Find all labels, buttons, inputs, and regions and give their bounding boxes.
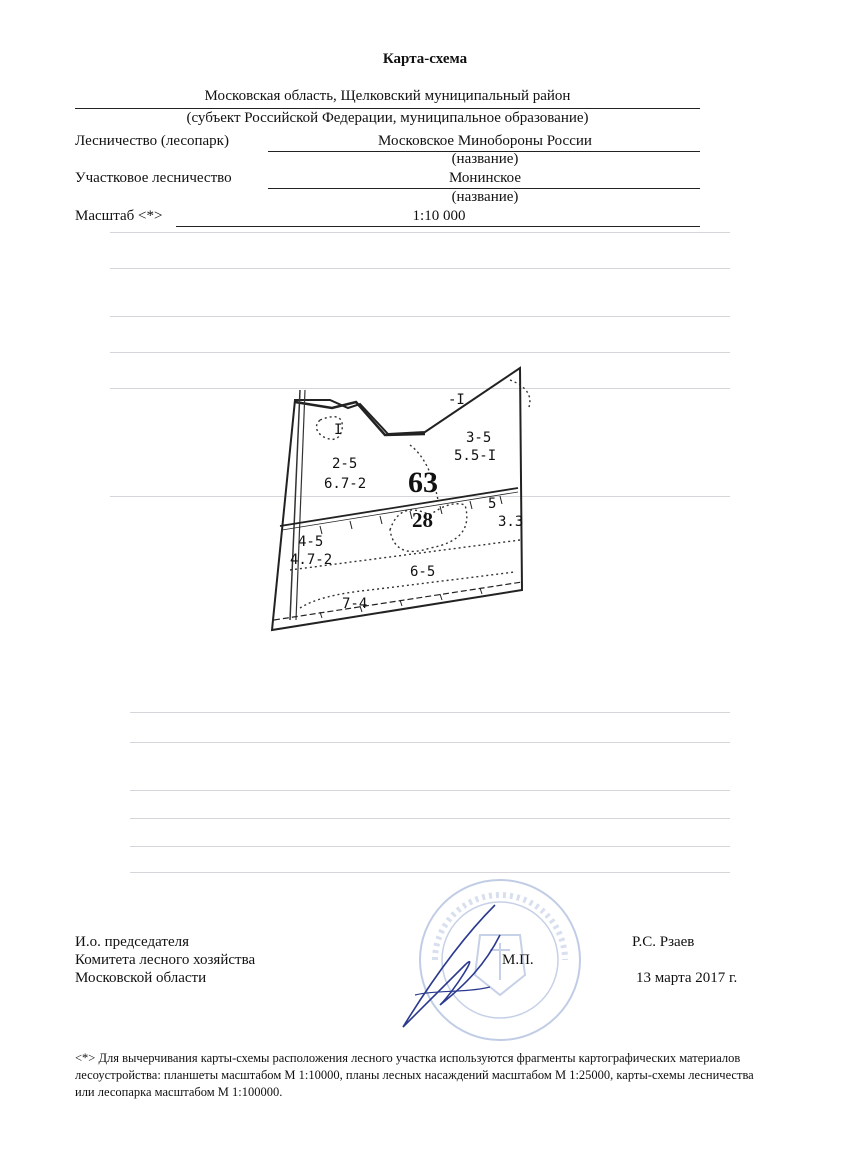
map-label: 5.5-I bbox=[454, 448, 497, 464]
map-label: 4-5 bbox=[298, 534, 324, 550]
map-label: 7-4 bbox=[342, 596, 368, 612]
position-line-2: Комитета лесного хозяйства bbox=[75, 952, 256, 968]
forestry-value: Московское Минобороны России bbox=[378, 133, 592, 149]
handwritten-signature bbox=[395, 895, 515, 1035]
map-label: 6.7-2 bbox=[324, 476, 367, 492]
map-label: 6-5 bbox=[410, 564, 436, 580]
position-line-3: Московской области bbox=[75, 970, 207, 986]
signer-name: Р.С. Рзаев bbox=[632, 934, 695, 950]
scale-label: Масштаб <*> bbox=[75, 208, 163, 224]
region-underline bbox=[75, 108, 700, 109]
map-labels bbox=[260, 350, 550, 640]
forestry-label: Лесничество (лесопарк) bbox=[75, 133, 229, 149]
district-caption: (название) bbox=[451, 189, 519, 205]
map-label: -I bbox=[448, 392, 465, 408]
quarter-number: 63 bbox=[408, 466, 438, 499]
map-label: 5 bbox=[488, 496, 497, 512]
map-label: 2-5 bbox=[332, 456, 358, 472]
map-label: I bbox=[334, 422, 343, 438]
scale-value: 1:10 000 bbox=[412, 208, 466, 224]
forestry-caption: (название) bbox=[451, 151, 519, 167]
footnote: <*> Для вычерчивания карты-схемы расположения лесного участка используются фрагменты картографических материалов лесоустройства: планшеты масштабом М 1:10000, планы лесных насаждений масштабом М 1:25000, карты-схемы лесничества или лесопарка масштабом М 1:100000. bbox=[75, 1051, 754, 1099]
map-label: 3-5 bbox=[466, 430, 492, 446]
district-value: Монинское bbox=[448, 170, 522, 186]
scale-underline bbox=[176, 226, 700, 227]
signature-date: 13 марта 2017 г. bbox=[636, 970, 738, 986]
district-label: Участковое лесничество bbox=[75, 170, 232, 186]
plot-number: 28 bbox=[412, 508, 433, 532]
stamp-mark: М.П. bbox=[502, 952, 534, 968]
map-label: 4.7-2 bbox=[290, 552, 333, 568]
map-label: 3.3 bbox=[498, 514, 524, 530]
region-value: Московская область, Щелковский муниципальный район bbox=[204, 88, 571, 104]
position-line-1: И.о. председателя bbox=[75, 934, 190, 950]
region-caption: (субъект Российской Федерации, муниципальное образование) bbox=[186, 110, 589, 126]
document-title: Карта-схема bbox=[382, 51, 468, 67]
